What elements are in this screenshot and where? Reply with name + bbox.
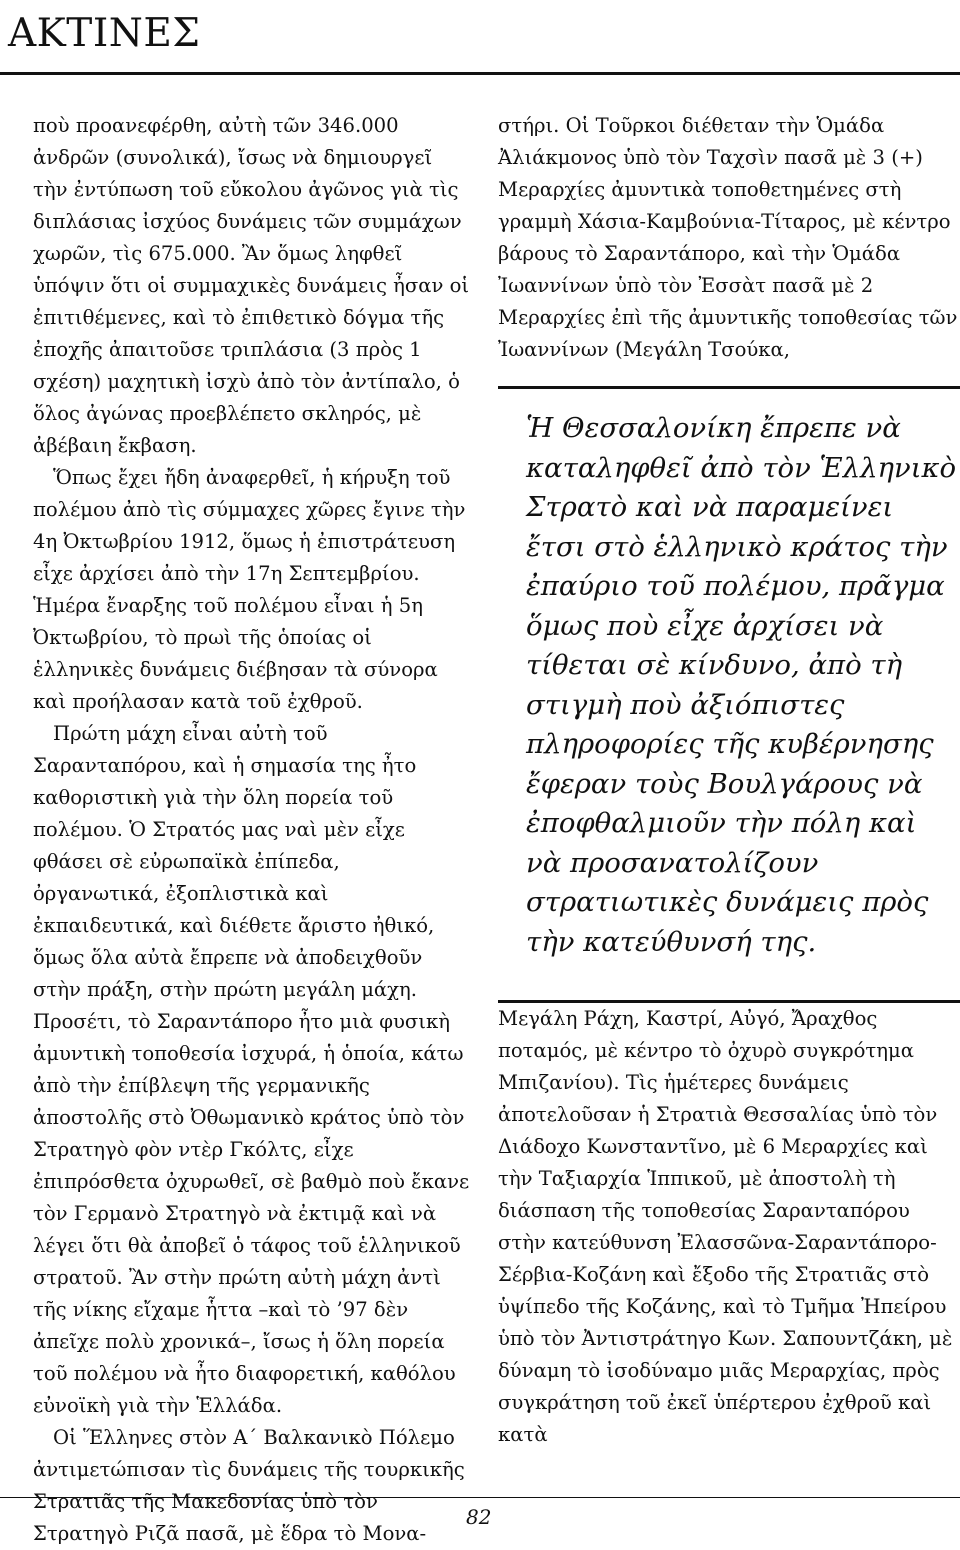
left-column xyxy=(33,110,470,1550)
footer-rule xyxy=(0,1497,960,1498)
pull-quote: Ἡ Θεσσαλονίκη ἔπρεπε νὰ καταληφθεῖ ἀπὸ τὸν Ἑλληνικὸ Στρατὸ καὶ νὰ παραμείνει ἔτσι στὸ ἑλληνικὸ κράτος τὴν ἐπαύριο τοῦ πολέμου, πρᾶγμα ὅμως ποὺ εἶχε ἀρχίσει νὰ τίθεται σὲ κίνδυνο, ἀπὸ τὴ στιγμὴ ποὺ ἀξιόπιστες πληροφορίες τῆς κυβέρνησης ἔφεραν τοὺς Βουλγάρους νὰ ἐποφθαλμιοῦν τὴν πόλη καὶ νὰ προσανατολίζουν στρατιωτικὲς δυνάμεις πρὸς τὴν κατεύθυνσή της. xyxy=(526,412,957,958)
body-paragraph: στήρι. Οἱ Τοῦρκοι διέθεταν τὴν Ὁμάδα Ἀλιάκμονος ὑπὸ τὸν Ταχσὶν πασᾶ μὲ 3 (+) Μεραρχίες ἀμυντικὰ τοποθετημένες στὴ γραμμὴ Χάσια-Καμβούνια-Τίταρος, μὲ κέντρο βάρους τὸ Σαραντάπορο, καὶ τὴν Ὁμάδα Ἰωαννίνων ὑπὸ τὸν Ἐσσὰτ πασᾶ μὲ 2 Μεραρχίες ἐπὶ τῆς ἀμυντικῆς τοποθεσίας τῶν Ἰωαννίνων (Μεγάλη Τσούκα, xyxy=(498,114,958,361)
running-header-title: ΑΚΤΙΝΕΣ xyxy=(8,11,201,56)
right-column xyxy=(498,110,958,1451)
body-paragraph: Οἱ Ἕλληνες στὸν Α΄ Βαλκανικὸ Πόλεμο ἀντιμετώπισαν τὶς δυνάμεις τῆς τουρκικῆς Στρατιᾶς τῆς Μακεδονίας ὑπὸ τὸν Στρατηγὸ Ριζᾶ πασᾶ, μὲ ἕδρα τὸ Μονα- xyxy=(33,1426,465,1545)
header-rule xyxy=(0,72,960,75)
body-paragraph: ποὺ προανεφέρθη, αὐτὴ τῶν 346.000 ἀνδρῶν (συνολικά), ἴσως νὰ δημιουργεῖ τὴν ἐντύπωση τοῦ εὔκολου ἀγῶνος γιὰ τὶς διπλάσιας ἰσχύος δυνάμεις τῶν συμμάχων χωρῶν, τὶς 675.000. Ἂν ὅμως ληφθεῖ ὑπόψιν ὅτι οἱ συμμαχικὲς δυνάμεις ἦσαν οἱ ἐπιτιθέμενες, καὶ τὸ ἐπιθετικὸ δόγμα τῆς ἐποχῆς ἀπαιτοῦσε τριπλάσια (3 πρὸς 1 σχέση) μαχητικὴ ἰσχὺ ἀπὸ τὸν ἀντίπαλο, ὁ ὅλος ἀγώνας προεβλέπετο σκληρός, μὲ ἀβέβαιη ἔκβαση. xyxy=(33,114,470,457)
page-number: 82 xyxy=(466,1505,492,1529)
body-paragraph: Πρώτη μάχη εἶναι αὐτὴ τοῦ Σαρανταπόρου, καὶ ἡ σημασία της ἦτο καθοριστικὴ γιὰ τὴν ὅλη πορεία τοῦ πολέμου. Ὁ Στρατός μας ναὶ μὲν εἶχε φθάσει σὲ εὐρωπαϊκὰ ἐπίπεδα, ὀργανωτικά, ἐξοπλιστικὰ καὶ ἐκπαιδευτικά, καὶ διέθετε ἄριστο ἠθικό, ὅμως ὅλα αὐτὰ ἔπρεπε νὰ ἀποδειχθοῦν στὴν πράξη, στὴν πρώτη μεγάλη μάχη. Προσέτι, τὸ Σαραντάπορο ἦτο μιὰ φυσικὴ ἀμυντικὴ τοποθεσία ἰσχυρά, ἡ ὁποία, κάτω ἀπὸ τὴν ἐπίβλεψη τῆς γερμανικῆς ἀποστολῆς στὸ Ὀθωμανικὸ κράτος ὑπὸ τὸν Στρατηγὸ φὸν ντὲρ Γκόλτς, εἶχε ἐπιπρόσθετα ὀχυρωθεῖ, σὲ βαθμὸ ποὺ ἔκανε τὸν Γερμανὸ Στρατηγὸ νὰ ἐκτιμᾷ καὶ νὰ λέγει ὅτι θὰ ἀποβεῖ ὁ τάφος τοῦ ἑλληνικοῦ στρατοῦ. Ἂν στὴν πρώτη αὐτὴ μάχη ἀντὶ τῆς νίκης εἴχαμε ἧττα –καὶ τὸ ’97 δὲν ἀπεῖχε πολὺ χρονικά–, ἴσως ἡ ὅλη πορεία τοῦ πολέμου νὰ ἦτο διαφορετική, καθόλου εὐνοϊκὴ γιὰ τὴν Ἑλλάδα. xyxy=(33,722,470,1417)
body-paragraph: Ὅπως ἔχει ἤδη ἀναφερθεῖ, ἡ κήρυξη τοῦ πολέμου ἀπὸ τὶς σύμμαχες χῶρες ἔγινε τὴν 4η Ὀκτωβρίου 1912, ὅμως ἡ ἐπιστράτευση εἶχε ἀρχίσει ἀπὸ τὴν 17η Σεπτεμβρίου. Ἡμέρα ἔναρξης τοῦ πολέμου εἶναι ἡ 5η Ὀκτωβρίου, τὸ πρωὶ τῆς ὁποίας οἱ ἑλληνικὲς δυνάμεις διέβησαν τὰ σύνορα καὶ προήλασαν κατὰ τοῦ ἐχθροῦ. xyxy=(33,466,466,713)
body-paragraph: Μεγάλη Ράχη, Καστρί, Αὐγό, Ἄραχθος ποταμός, μὲ κέντρο τὸ ὀχυρὸ συγκρότημα Μπιζανίου). Τὶς ἡμέτερες δυνάμεις ἀποτελοῦσαν ἡ Στρατιὰ Θεσσαλίας ὑπὸ τὸν Διάδοχο Κωνσταντῖνο, μὲ 6 Μεραρχίες καὶ τὴν Ταξιαρχία Ἱππικοῦ, μὲ ἀποστολὴ τὴ διάσπαση τῆς τοποθεσίας Σαρανταπόρου στὴν κατεύθυνση Ἐλασσῶνα-Σαραντάπορο-Σέρβια-Κοζάνη καὶ ἔξοδο τῆς Στρατιᾶς στὸ ὑψίπεδο τῆς Κοζάνης, καὶ τὸ Τμῆμα Ἠπείρου ὑπὸ τὸν Ἀντιστράτηγο Κων. Σαπουντζάκη, μὲ δύναμη τὸ ἰσοδύναμο μιᾶς Μεραρχίας, πρὸς συγκράτηση τοῦ ἐκεῖ ὑπέρτερου ἐχθροῦ καὶ κατὰ xyxy=(498,1007,953,1446)
